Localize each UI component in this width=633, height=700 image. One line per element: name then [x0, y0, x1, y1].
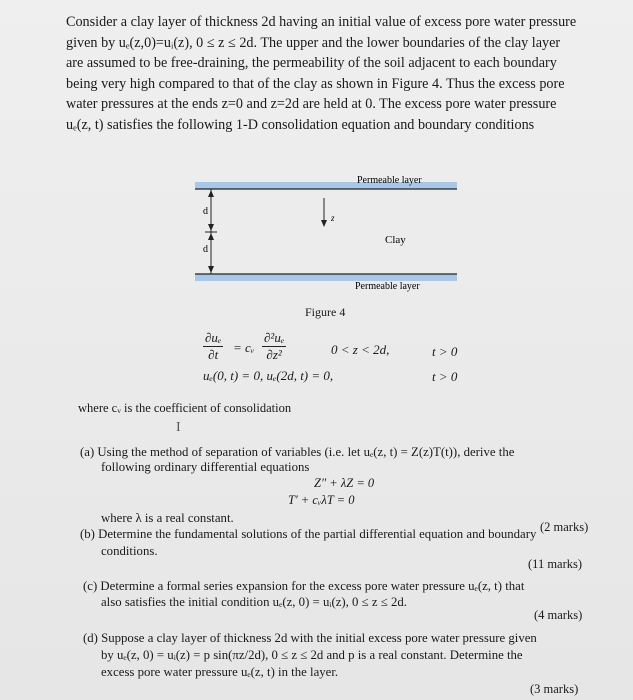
intro-line: uₑ(z, t) satisfies the following 1-D consolidation equation and boundary conditions [66, 116, 535, 133]
question-a-line2: following ordinary differential equations [101, 460, 310, 474]
text-cursor-icon: I [176, 420, 181, 435]
pde-rhs [262, 330, 286, 363]
intro-line: being very high compared to that of the clay as shown in Figure 4. Thus the excess pore [66, 75, 565, 92]
figure-caption: Figure 4 [305, 305, 346, 319]
question-c-line1: (c) Determine a formal series expansion for the excess pore water pressure uₑ(z, t) that [83, 579, 525, 593]
intro-line: are assumed to be free-draining, the permeability of the soil adjacent to each boundary [66, 55, 557, 72]
clay-label: Clay [385, 234, 406, 246]
d-bottom-label: d [203, 244, 208, 255]
pde-rhs-denominator: ∂z² [266, 347, 282, 362]
dimension-arrow-up-icon [208, 233, 214, 240]
question-d-line3: excess pore water pressure uₑ(z, t) in the layer. [101, 665, 339, 679]
figure-4-diagram [195, 172, 460, 297]
pde-domain: 0 < z < 2d, [331, 342, 390, 357]
d-top-label: d [203, 206, 208, 217]
z-arrow-down-icon [321, 220, 327, 227]
question-c-marks: (4 marks) [534, 608, 583, 622]
pde-lhs [203, 330, 223, 363]
question-b-marks: (11 marks) [528, 557, 583, 571]
intro-line: Consider a clay layer of thickness 2d having an initial value of excess pore water pressure [66, 14, 577, 30]
top-layer-label: Permeable layer [357, 175, 422, 186]
pde-time-domain: t > 0 [432, 344, 458, 359]
bottom-permeable-band [195, 274, 457, 281]
pde-rhs-numerator: ∂²uₑ [264, 330, 285, 345]
question-c-line2: also satisfies the initial condition uₑ(z, 0) = uᵢ(z), 0 ≤ z ≤ 2d. [101, 595, 407, 609]
ode-z: Z″ + λZ = 0 [314, 476, 375, 490]
intro-line: given by uₑ(z,0)=uᵢ(z), 0 ≤ z ≤ 2d. The upper and the lower boundaries of the clay layer [66, 34, 561, 51]
dimension-arrow-down-icon [208, 224, 214, 231]
boundary-conditions: uₑ(0, t) = 0, uₑ(2d, t) = 0, [203, 368, 334, 383]
question-d-line1: (d) Suppose a clay layer of thickness 2d with the initial excess pore water pressure given [83, 631, 537, 645]
clay-layer-svg [195, 172, 460, 297]
bottom-layer-label: Permeable layer [355, 281, 420, 292]
question-d-line2: by uₑ(z, 0) = uᵢ(z) = p sin(πz/2d), 0 ≤ z ≤ 2d and p is a real constant. Determine the [101, 648, 523, 662]
question-b-line1: (b) Determine the fundamental solutions of the partial differential equation and boundary [80, 527, 537, 541]
question-a-line1: (a) Using the method of separation of variables (i.e. let uₑ(z, t) = Z(z)T(t)), derive the [80, 445, 515, 459]
bc-time-domain: t > 0 [432, 369, 458, 384]
question-a-line3: where λ is a real constant. [101, 511, 234, 525]
question-d-marks: (3 marks) [530, 682, 579, 696]
problem-intro [66, 12, 622, 136]
pde-equals-cv: = cᵥ [233, 340, 255, 355]
ode-t: T′ + cᵥλT = 0 [288, 493, 355, 507]
dimension-arrow-down-icon [208, 266, 214, 273]
where-cv-text: where cᵥ is the coefficient of consolidation [78, 401, 292, 415]
question-b-line2: conditions. [101, 544, 158, 558]
intro-line: water pressures at the ends z=0 and z=2d are held at 0. The excess pore water pressure [66, 96, 557, 113]
z-label: z [331, 213, 335, 223]
question-a-marks: (2 marks) [540, 520, 589, 534]
pde-lhs-numerator: ∂uₑ [205, 330, 222, 345]
pde-lhs-denominator: ∂t [208, 347, 219, 362]
dimension-arrow-up-icon [208, 190, 214, 197]
